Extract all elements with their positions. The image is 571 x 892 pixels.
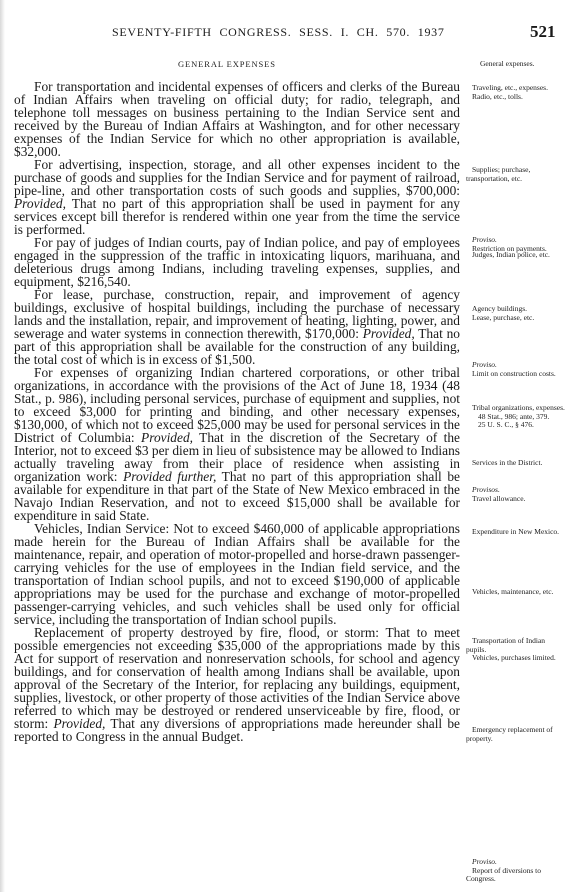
proviso-phrase: Provided, — [141, 430, 193, 445]
page-number: 521 — [530, 22, 556, 41]
margin-note — [466, 459, 567, 468]
margin-note-line: Report of diversions to Congress. — [466, 865, 541, 883]
margin-note — [466, 486, 567, 503]
paragraph-text: That no part of this appropriation shall be used in payment for any services except bill therefor is rendered within one year from the time the service is performed. — [14, 196, 460, 237]
margin-note-line: Lease, purchase, etc. — [472, 312, 535, 322]
paragraph-text: For pay of judges of Indian courts, pay of Indian police, and pay of employees engaged in the suppression of the traffic in intoxicating liquors, marihuana, and deleterious drugs among Indians, including traveling expenses, supplies, and equipment, $216,540. — [14, 235, 460, 289]
margin-note — [466, 726, 567, 743]
proviso-phrase: Provided, — [14, 196, 66, 211]
margin-note-proviso: Proviso. — [472, 235, 497, 244]
paragraph-text: For transportation and incidental expenses of officers and clerks of the Bureau of Indian Affairs when traveling on official duty; for radio, telegraph, and telephone toll messages on business pertaining to the Indian Service sent and received by the Bureau of Indian Affairs at Washington, and for other necessary expenses of the Indian Service for which no other appropriation is available, $32,000. — [14, 79, 460, 159]
paragraph-text: Vehicles, Indian Service: Not to exceed $460,000 of applicable appropriations made herein for the Bureau of Indian Affairs shall be available for the maintenance, repair, and operation of motor-propelled and horse-drawn passenger-carrying vehicles for the use of employees in the Indian field service, and the transportation of Indian school pupils, and not to exceed $190,000 of applicable appropriations may be used for the purchase and exchange of motor-propelled passenger-carrying vehicles, and such vehicles shall be used only for official service, including the transportation of Indian school pupils. — [14, 521, 460, 627]
margin-note-line: Vehicles, maintenance, etc. — [472, 587, 554, 596]
paragraph — [14, 522, 460, 626]
margin-note — [466, 305, 567, 322]
paragraph — [14, 236, 460, 288]
paragraph-text: That no part of this appropriation shall be available for expenditure in that part of the State of New Mexico embraced in the Navajo Indian Reservation, and not to exceed $15,000 shall be available for expenditure in said State. — [14, 469, 460, 523]
margin-note-line: Traveling, etc., expenses. — [472, 83, 548, 92]
margin-note-line: Agency buildings. — [472, 304, 527, 313]
paragraph-text: That any diversions of appropriations made hereunder shall be reported to Congress in the annual Budget. — [14, 716, 460, 744]
paragraph-text: That in the discretion of the Secretary of the Interior, not to exceed $3 per diem in lieu of subsistence may be allowed to Indians actually traveling away from their place of residence when assisting in organization work: — [14, 430, 460, 484]
margin-note-proviso: Provisos. — [472, 485, 500, 494]
proviso-phrase: Provided, — [362, 326, 415, 341]
margin-note — [466, 588, 567, 597]
margin-note-line: Travel allowance. — [472, 493, 526, 503]
paragraph — [14, 80, 460, 158]
margin-heading: General expenses. — [480, 59, 535, 68]
margin-note-line: Emergency replacement of property. — [466, 725, 553, 743]
paragraph — [14, 288, 460, 366]
margin-note-line: Judges, Indian police, etc. — [472, 250, 550, 259]
margin-note-line: Supplies; purchase, transportation, etc. — [466, 165, 531, 183]
margin-note-line: Expenditure in New Mexico. — [472, 527, 560, 536]
margin-note — [466, 166, 567, 183]
paragraph-text: That no part of this appropriation shall be available for the construction of any building, the total cost of which is in excess of $1,500. — [14, 326, 460, 367]
running-header — [0, 22, 571, 44]
proviso-phrase: Provided, — [53, 716, 106, 731]
margin-note-line: Transportation of Indian pupils. — [466, 636, 546, 654]
margin-note-proviso: Proviso. — [472, 857, 497, 866]
margin-note-line: Radio, etc., tolls. — [472, 91, 523, 101]
margin-note-line: 25 U. S. C., § 476. — [478, 420, 534, 429]
paragraph-text: Replacement of property destroyed by fire, flood, or storm: That to meet possible emergencies not exceeding $35,000 of the appropriations made by this Act for support of reservation and nonreservation schools, for school and agency buildings, and for conservation of health among Indians shall be available, upon approval of the Secretary of the Interior, for replacing any buildings, equipment, supplies, livestock, or other property of those activities of the Indian Service above referred to which may be destroyed or rendered unserviceable by fire, flood, or storm: — [14, 625, 460, 731]
margin-note — [466, 361, 567, 378]
margin-note-line: Restriction on payments. — [472, 243, 547, 253]
margin-note — [466, 84, 567, 101]
paragraph-text: For expenses of organizing Indian chartered corporations, or other tribal organizations, in accordance with the provisions of the Act of June 18, 1934 (48 Stat., p. 986), including personal services, purchase of equipment and supplies, not to exceed $3,000 for printing and binding, and other necessary expenses, $130,000, of which not to exceed $25,000 may be used for personal services in the District of Columbia: — [14, 365, 460, 445]
paragraph-text: For advertising, inspection, storage, and all other expenses incident to the purchase of goods and supplies for the Indian Service and for payment of railroad, pipe-line, and other transportation costs of such goods and supplies, $700,000: — [14, 157, 460, 198]
page-fold-shadow — [0, 0, 5, 892]
margin-note — [466, 251, 567, 260]
paragraph — [14, 366, 460, 522]
body-text — [14, 80, 460, 743]
margin-note-line: Services in the District. — [472, 458, 543, 467]
paragraph — [14, 158, 460, 236]
paragraph-text: For lease, purchase, construction, repair, and improvement of agency buildings, exclusive of hospital buildings, including the purchase of necessary lands and the installation, repair, and improvement of heating, lighting, power, and sewerage and water systems in connection therewith, $170,000: — [14, 287, 460, 341]
section-title: GENERAL EXPENSES — [178, 59, 276, 69]
margin-note — [466, 528, 567, 537]
margin-note-line: 48 Stat., 986; ante, 379. — [478, 411, 550, 421]
margin-note — [466, 404, 567, 430]
margin-note-proviso: Proviso. — [472, 360, 497, 369]
margin-notes — [466, 80, 569, 883]
margin-note-line: Vehicles, purchases limited. — [472, 653, 556, 662]
paragraph — [14, 626, 460, 743]
running-head: SEVENTY-FIFTH CONGRESS. SESS. I. CH. 570. 1937 — [112, 25, 445, 39]
margin-note — [466, 858, 567, 884]
margin-note — [466, 637, 567, 663]
margin-note-line: Limit on construction costs. — [472, 368, 556, 378]
proviso-phrase: Provided further, — [123, 469, 217, 484]
margin-note-line: Tribal organizations, expenses. — [472, 403, 565, 412]
